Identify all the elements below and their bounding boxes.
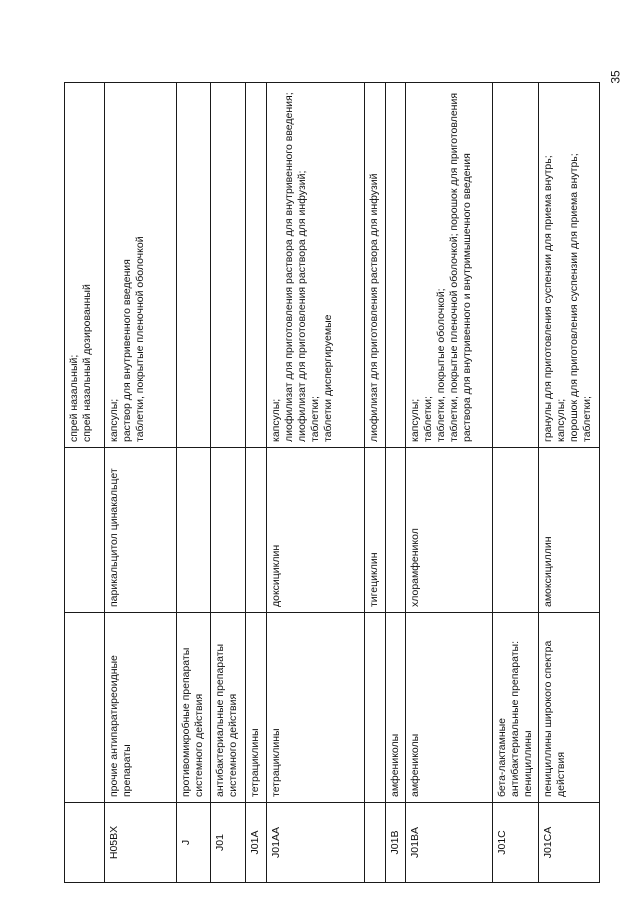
dosage-forms-cell (211, 83, 246, 448)
dosage-forms-cell (365, 83, 386, 448)
dosage-forms-cell (539, 83, 600, 448)
dosage-forms-cell (493, 83, 539, 448)
drug-name-cell: доксициклин (267, 448, 365, 613)
group-cell: амфениколы (386, 613, 406, 803)
dosage-form-line: таблетки; (422, 396, 434, 442)
table-row (105, 83, 177, 883)
atc-code-cell: J01CA (539, 803, 600, 883)
table-row (65, 83, 105, 883)
drug-name-cell (246, 448, 267, 613)
atc-code-cell: J01BA (406, 803, 493, 883)
drug-name-cell: парикальцитол цинакальцет (105, 448, 177, 613)
drug-name-cell (386, 448, 406, 613)
table-row (386, 83, 406, 883)
group-cell: амфениколы (406, 613, 493, 803)
atc-code-cell: H05BX (105, 803, 177, 883)
dosage-forms-cell (267, 83, 365, 448)
dosage-form-line: таблетки диспергируемые (322, 314, 334, 442)
dosage-form-line: таблетки, покрытые пленочной оболочкой (134, 236, 146, 442)
atc-code-cell (65, 803, 105, 883)
drug-name-cell (177, 448, 211, 613)
rotated-table-container (64, 83, 591, 883)
table-row (365, 83, 386, 883)
atc-code-cell: J01A (246, 803, 267, 883)
dosage-form-line: таблетки; (581, 396, 593, 442)
table-row (539, 83, 600, 883)
dosage-form-line: лиофилизат для приготовления раствора для внутривенного введения; (283, 92, 295, 442)
group-cell (65, 613, 105, 803)
dosage-form-line: лиофилизат для приготовления раствора для инфузий; (296, 170, 308, 442)
group-cell: антибактериальные препараты системного действия (211, 613, 246, 803)
drug-name-cell: хлорамфеникол (406, 448, 493, 613)
dosage-forms-cell (246, 83, 267, 448)
drug-table (64, 82, 600, 883)
atc-code-cell: J01C (493, 803, 539, 883)
group-cell: бета-лактамные антибактериальные препараты: пенициллины (493, 613, 539, 803)
dosage-form-line: капсулы; (555, 398, 567, 442)
group-cell (365, 613, 386, 803)
atc-code-cell (365, 803, 386, 883)
dosage-form-line: спрей назальный дозированный (81, 284, 93, 442)
dosage-form-line: спрей назальный; (68, 354, 80, 442)
dosage-form-line: капсулы; (409, 398, 421, 442)
dosage-form-line: капсулы; (108, 398, 120, 442)
page-number: 35 (608, 70, 623, 84)
table-row (267, 83, 365, 883)
group-cell: тетрациклины (267, 613, 365, 803)
dosage-forms-cell (406, 83, 493, 448)
dosage-form-line: таблетки, покрытые оболочкой; (435, 288, 447, 442)
dosage-forms-cell (105, 83, 177, 448)
group-cell: противомикробные препараты системного действия (177, 613, 211, 803)
atc-code-cell: J01AA (267, 803, 365, 883)
dosage-forms-cell (65, 83, 105, 448)
table-row (246, 83, 267, 883)
dosage-form-line: капсулы; (270, 398, 282, 442)
table-row (493, 83, 539, 883)
drug-name-cell: амоксициллин (539, 448, 600, 613)
drug-name-cell (211, 448, 246, 613)
dosage-form-line: раствор для внутривенного введения (121, 259, 133, 442)
dosage-form-line: лиофилизат для приготовления раствора для инфузий (368, 173, 380, 442)
dosage-form-line: таблетки; (309, 396, 321, 442)
drug-name-cell (65, 448, 105, 613)
group-cell: прочие антипаратиреоидные препараты (105, 613, 177, 803)
atc-code-cell: J01 (211, 803, 246, 883)
group-cell: пенициллины широкого спектра действия (539, 613, 600, 803)
atc-code-cell: J01B (386, 803, 406, 883)
dosage-forms-cell (177, 83, 211, 448)
table-row (406, 83, 493, 883)
drug-name-cell: тигециклин (365, 448, 386, 613)
dosage-form-line: таблетки, покрытые пленочной оболочкой; порошок для приготовления раствора для внутривенного и внутримышечного введения (448, 92, 473, 442)
atc-code-cell: J (177, 803, 211, 883)
table-row (177, 83, 211, 883)
table-row (211, 83, 246, 883)
dosage-form-line: порошок для приготовления суспензии для приема внутрь; (568, 153, 580, 442)
dosage-form-line: гранулы для приготовления суспензии для приема внутрь; (542, 155, 554, 442)
drug-name-cell (493, 448, 539, 613)
drug-table-body (65, 83, 600, 883)
dosage-forms-cell (386, 83, 406, 448)
group-cell: тетрациклины (246, 613, 267, 803)
